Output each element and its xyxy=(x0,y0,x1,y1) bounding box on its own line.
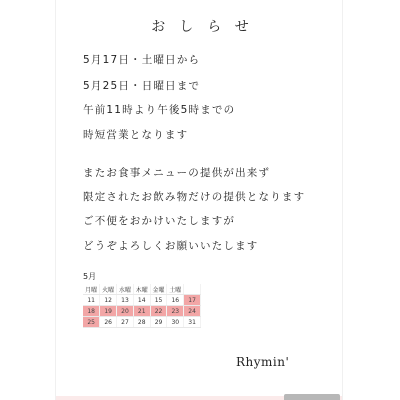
calendar-day: 15 xyxy=(150,295,167,306)
calendar-day-highlighted: 20 xyxy=(117,306,134,317)
calendar-day-highlighted: 19 xyxy=(100,306,117,317)
calendar-day-highlighted: 25 xyxy=(83,317,100,328)
calendar-day: 14 xyxy=(133,295,150,306)
notice-line-8: ご不便をおかけいたしますが xyxy=(83,215,236,227)
notice-line-3: 午前11時より午後5時までの xyxy=(83,104,236,116)
brand-signature: Rhymin' xyxy=(236,355,290,369)
calendar-day-highlighted: 23 xyxy=(167,306,184,317)
notice-line-1: 5月17日・土曜日から xyxy=(83,54,201,66)
calendar-day: 16 xyxy=(167,295,184,306)
calendar-week-1 xyxy=(83,295,201,306)
notice-line-4: 時短営業となります xyxy=(83,129,189,141)
calendar-weekday-row xyxy=(83,284,201,295)
calendar-day-highlighted: 17 xyxy=(184,295,201,306)
calendar-day: 12 xyxy=(100,295,117,306)
notice-line-6: またお食事メニューの提供が出来ず xyxy=(83,167,271,179)
calendar-day-highlighted: 18 xyxy=(83,306,100,317)
calendar-day: 13 xyxy=(117,295,134,306)
calendar-day-highlighted: 21 xyxy=(133,306,150,317)
calendar-week-3 xyxy=(83,317,201,328)
calendar-day-highlighted: 24 xyxy=(184,306,201,317)
notice-title: おしらせ xyxy=(151,19,263,35)
calendar-day: 27 xyxy=(117,317,134,328)
weekday-thu: 木曜 xyxy=(133,284,150,295)
calendar-day: 26 xyxy=(100,317,117,328)
page-edge-right xyxy=(342,0,343,400)
notice-line-2: 5月25日・日曜日まで xyxy=(83,80,201,92)
calendar-day: 28 xyxy=(133,317,150,328)
calendar-day: 11 xyxy=(83,295,100,306)
calendar-day: 31 xyxy=(184,317,201,328)
notice-line-9: どうぞよろしくお願いいたします xyxy=(83,240,259,252)
weekday-tue: 火曜 xyxy=(100,284,117,295)
page-tab xyxy=(284,394,340,400)
calendar-day: 30 xyxy=(167,317,184,328)
calendar-week-2 xyxy=(83,306,201,317)
weekday-fri: 金曜 xyxy=(150,284,167,295)
weekday-extra xyxy=(184,284,201,295)
notice-line-7: 限定されたお飲み物だけの提供となります xyxy=(83,191,306,203)
calendar-day-highlighted: 22 xyxy=(150,306,167,317)
weekday-wed: 水曜 xyxy=(117,284,134,295)
calendar-month: 5月 xyxy=(83,272,97,281)
calendar-day: 29 xyxy=(150,317,167,328)
calendar-table xyxy=(83,284,201,328)
weekday-sat: 土曜 xyxy=(167,284,184,295)
weekday-mon: 月曜 xyxy=(83,284,100,295)
